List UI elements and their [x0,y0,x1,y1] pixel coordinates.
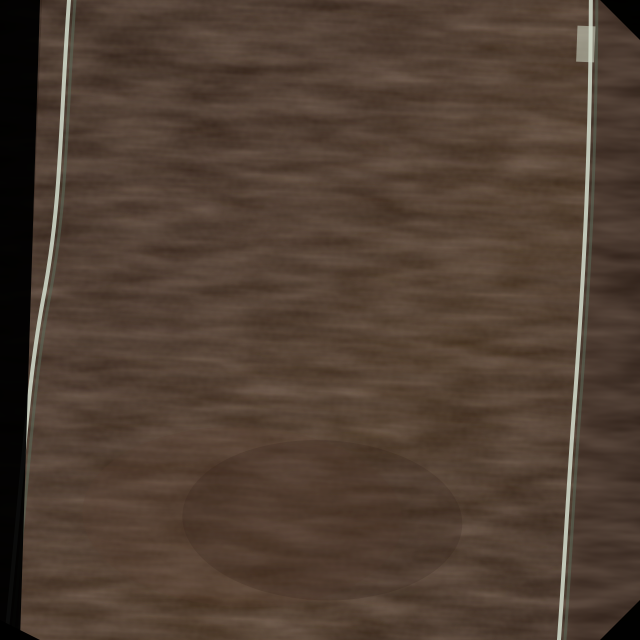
groove-highlight [576,26,595,63]
